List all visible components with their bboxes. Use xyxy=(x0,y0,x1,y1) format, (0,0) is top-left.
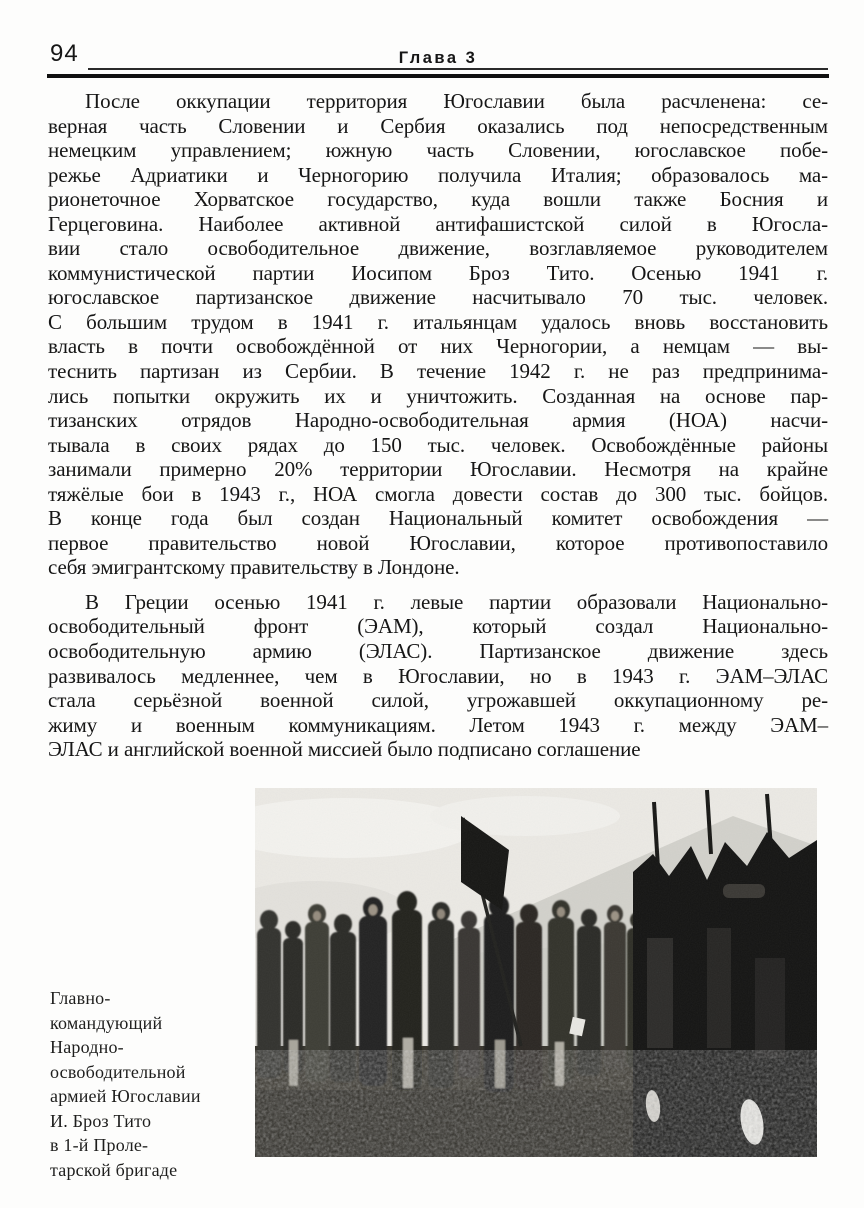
caption-line: командующий xyxy=(50,1012,163,1033)
text-line: стала серьёзной военной силой, угрожавшей оккупационному ре- xyxy=(48,688,828,713)
text-line: теснить партизан из Сербии. В течение 1942 г. не раз предпринима- xyxy=(48,359,828,384)
text-line: вии стало освободительное движение, возглавляемое руководителем xyxy=(48,236,828,261)
paragraph xyxy=(48,89,828,580)
text-line: югославское партизанское движение насчитывало 70 тыс. человек. xyxy=(48,285,828,310)
page-number: 94 xyxy=(50,40,87,68)
text-line: жиму и военным коммуникациям. Летом 1943 г. между ЭАМ– xyxy=(48,712,828,737)
caption-line: Народно- xyxy=(50,1037,124,1057)
paragraph xyxy=(48,590,828,762)
text-line: власть в почти освобождённой от них Черногории, а немцам — вы- xyxy=(48,334,828,359)
caption-line: армией Югославии xyxy=(50,1086,201,1106)
text-line: ЭЛАС и английской военной миссией было подписано соглашение xyxy=(48,737,641,762)
text-line: немецким управлением; южную часть Словении, югославское побе- xyxy=(48,138,828,163)
text-line: После оккупации территория Югославии была расчленена: се- xyxy=(85,89,828,113)
text-line: коммунистической партии Иосипом Броз Тито. Осенью 1941 г. xyxy=(48,260,828,285)
caption-line: освободительной xyxy=(50,1061,186,1082)
chapter-header: Глава 3 xyxy=(389,49,488,68)
text-line: рионеточное Хорватское государство, куда вошли также Босния и xyxy=(48,187,828,212)
photo-tito-brigade xyxy=(255,788,817,1157)
text-line: развивалось медленнее, чем в Югославии, но в 1943 г. ЭАМ–ЭЛАС xyxy=(48,663,828,688)
text-line: тизанских отрядов Народно-освободительная армия (НОА) насчи- xyxy=(48,408,828,433)
caption-line: в 1-й Проле- xyxy=(50,1135,149,1155)
text-line: тяжёлые бои в 1943 г., НОА смогла довести состав до 300 тыс. бойцов. xyxy=(48,481,828,506)
header-rule-thick xyxy=(47,74,829,78)
caption-line: И. Броз Тито xyxy=(50,1110,152,1131)
chapter-header-wrap xyxy=(48,49,828,68)
text-line: С большим трудом в 1941 г. итальянцам удалось вновь восстановить xyxy=(48,309,828,334)
text-line: занимали примерно 20% территории Югославии. Несмотря на крайне xyxy=(48,457,828,482)
text-line: В конце года был создан Национальный комитет освобождения — xyxy=(48,506,828,531)
header-rule-thin xyxy=(88,68,828,70)
caption-line: Главно- xyxy=(50,988,111,1008)
photo-caption xyxy=(50,986,255,1182)
text-line: тывала в своих рядах до 150 тыс. человек. Освобождённые районы xyxy=(48,432,828,457)
text-line: верная часть Словении и Сербия оказались под непосредственным xyxy=(48,113,828,138)
text-line: себя эмигрантскому правительству в Лондоне. xyxy=(48,555,460,580)
text-line: Герцеговина. Наиболее активной антифашистской силой в Югосла- xyxy=(48,211,828,236)
text-line: режье Адриатики и Черногорию получила Италия; образовалось ма- xyxy=(48,162,828,187)
text-line: освободительную армию (ЭЛАС). Партизанское движение здесь xyxy=(48,639,828,664)
photo-image xyxy=(255,788,817,1157)
caption-line: тарской бригаде xyxy=(50,1159,178,1180)
text-line: первое правительство новой Югославии, которое противопоставило xyxy=(48,530,828,555)
text-line: лись попытки окружить их и уничтожить. Созданная на основе пар- xyxy=(48,383,828,408)
text-line: В Греции осенью 1941 г. левые партии образовали Национально- xyxy=(85,589,828,614)
text-line: освободительный фронт (ЭАМ), который создал Национально- xyxy=(48,614,828,639)
body-paragraphs xyxy=(48,89,828,762)
